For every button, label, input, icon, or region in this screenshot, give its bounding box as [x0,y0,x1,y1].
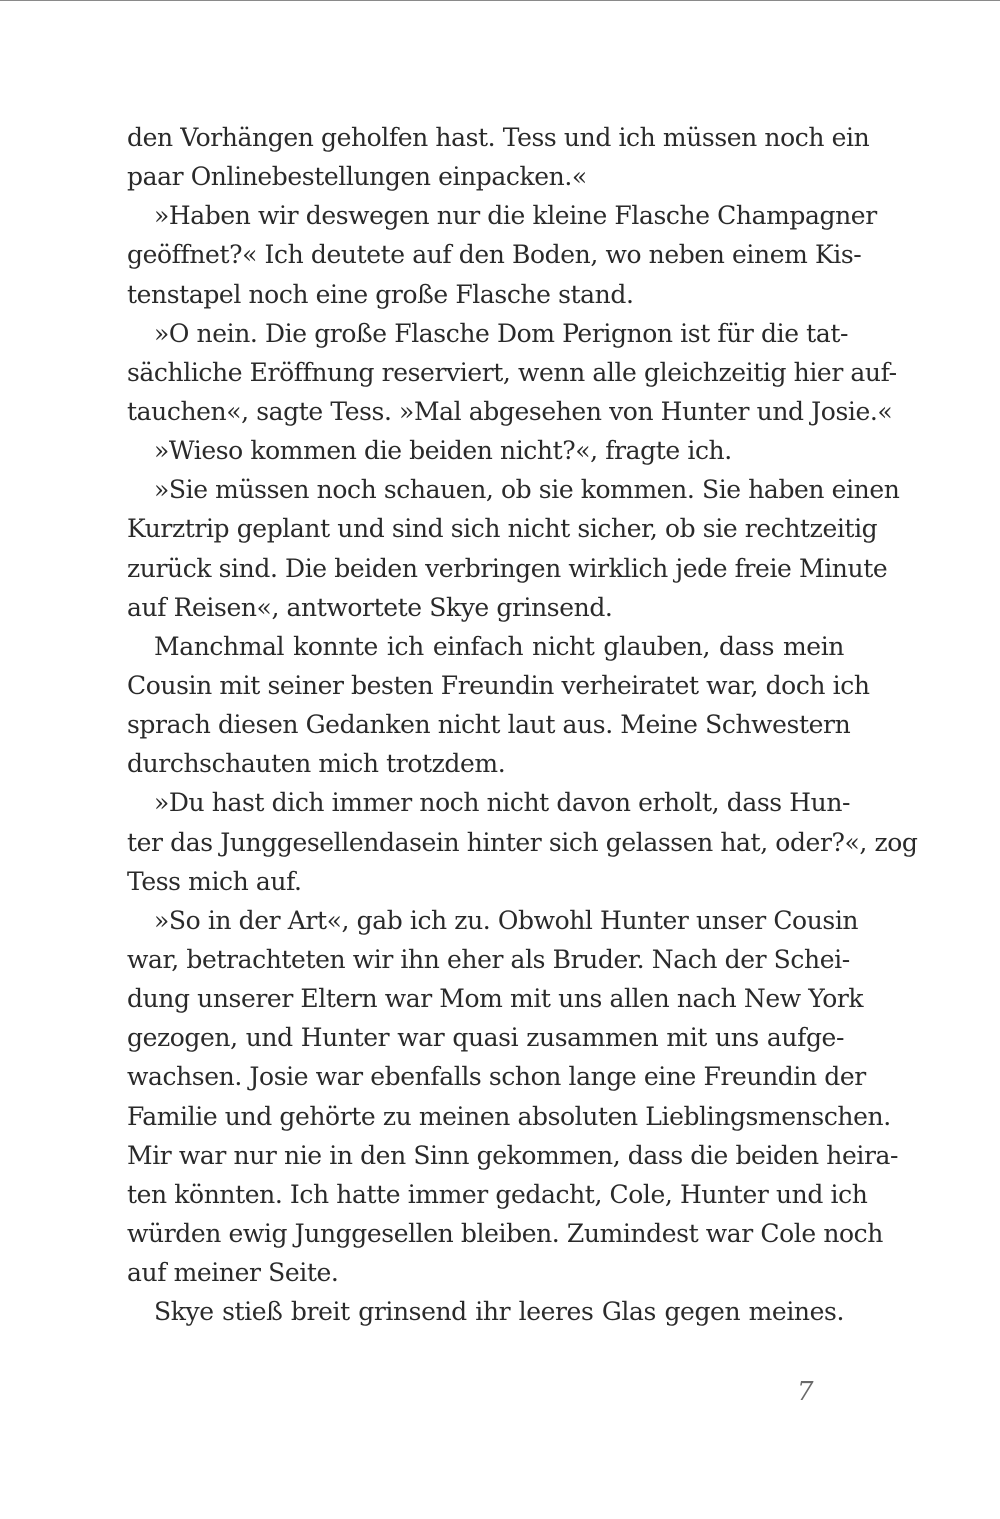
text-line: sprach diesen Gedanken nicht laut aus. Meine Schwestern [127,710,851,740]
text-line: durchschauten mich trotzdem. [127,749,506,779]
text-line: ten könnten. Ich hatte immer gedacht, Cole, Hunter und ich [127,1179,868,1209]
text-line: »So in der Art«, gab ich zu. Obwohl Hunter unser Cousin [154,905,859,935]
page-number: 7 [797,1377,814,1407]
text-line: Skye stieß breit grinsend ihr leeres Glas gegen meines. [154,1297,844,1327]
text-line: gezogen, und Hunter war quasi zusammen mit uns aufge- [127,1023,844,1053]
text-line: Kurztrip geplant und sind sich nicht sicher, ob sie rechtzeitig [127,514,878,544]
text-line: tauchen«, sagte Tess. »Mal abgesehen von Hunter und Josie.« [127,396,893,426]
text-line: war, betrachteten wir ihn eher als Bruder. Nach der Schei- [127,944,850,974]
text-line: Cousin mit seiner besten Freundin verheiratet war, doch ich [127,670,870,700]
top-border-line [0,0,1000,1]
text-line: »Wieso kommen die beiden nicht?«, fragte ich. [154,436,732,466]
text-line: Familie und gehörte zu meinen absoluten Lieblingsmenschen. [127,1101,891,1131]
text-line: »Du hast dich immer noch nicht davon erholt, dass Hun- [154,788,851,818]
page-body-text [127,118,918,1331]
text-line: dung unserer Eltern war Mom mit uns allen nach New York [127,984,864,1014]
text-line: Mir war nur nie in den Sinn gekommen, dass die beiden heira- [127,1140,899,1170]
text-line: würden ewig Junggesellen bleiben. Zumindest war Cole noch [127,1218,883,1248]
text-line: tenstapel noch eine große Flasche stand. [127,279,634,309]
text-line: auf meiner Seite. [127,1258,339,1288]
text-line: Manchmal konnte ich einfach nicht glauben, dass mein [154,631,844,661]
text-line: »O nein. Die große Flasche Dom Perignon ist für die tat- [154,318,849,348]
text-line: den Vorhängen geholfen hast. Tess und ich müssen noch ein [127,123,870,152]
text-line: ter das Junggesellendasein hinter sich gelassen hat, oder?«, zog [127,827,918,857]
text-line: wachsen. Josie war ebenfalls schon lange eine Freundin der [127,1062,866,1092]
text-line: sächliche Eröffnung reserviert, wenn alle gleichzeitig hier auf- [127,357,897,387]
text-line: »Haben wir deswegen nur die kleine Flasche Champagner [154,201,877,231]
text-line: zurück sind. Die beiden verbringen wirklich jede freie Minute [127,553,888,583]
text-line: »Sie müssen noch schauen, ob sie kommen. Sie haben einen [154,475,900,505]
text-line: auf Reisen«, antwortete Skye grinsend. [127,592,613,622]
text-line: paar Onlinebestellungen einpacken.« [127,162,587,192]
text-line: geöffnet?« Ich deutete auf den Boden, wo neben einem Kis- [127,240,862,270]
text-line: Tess mich auf. [127,866,302,896]
